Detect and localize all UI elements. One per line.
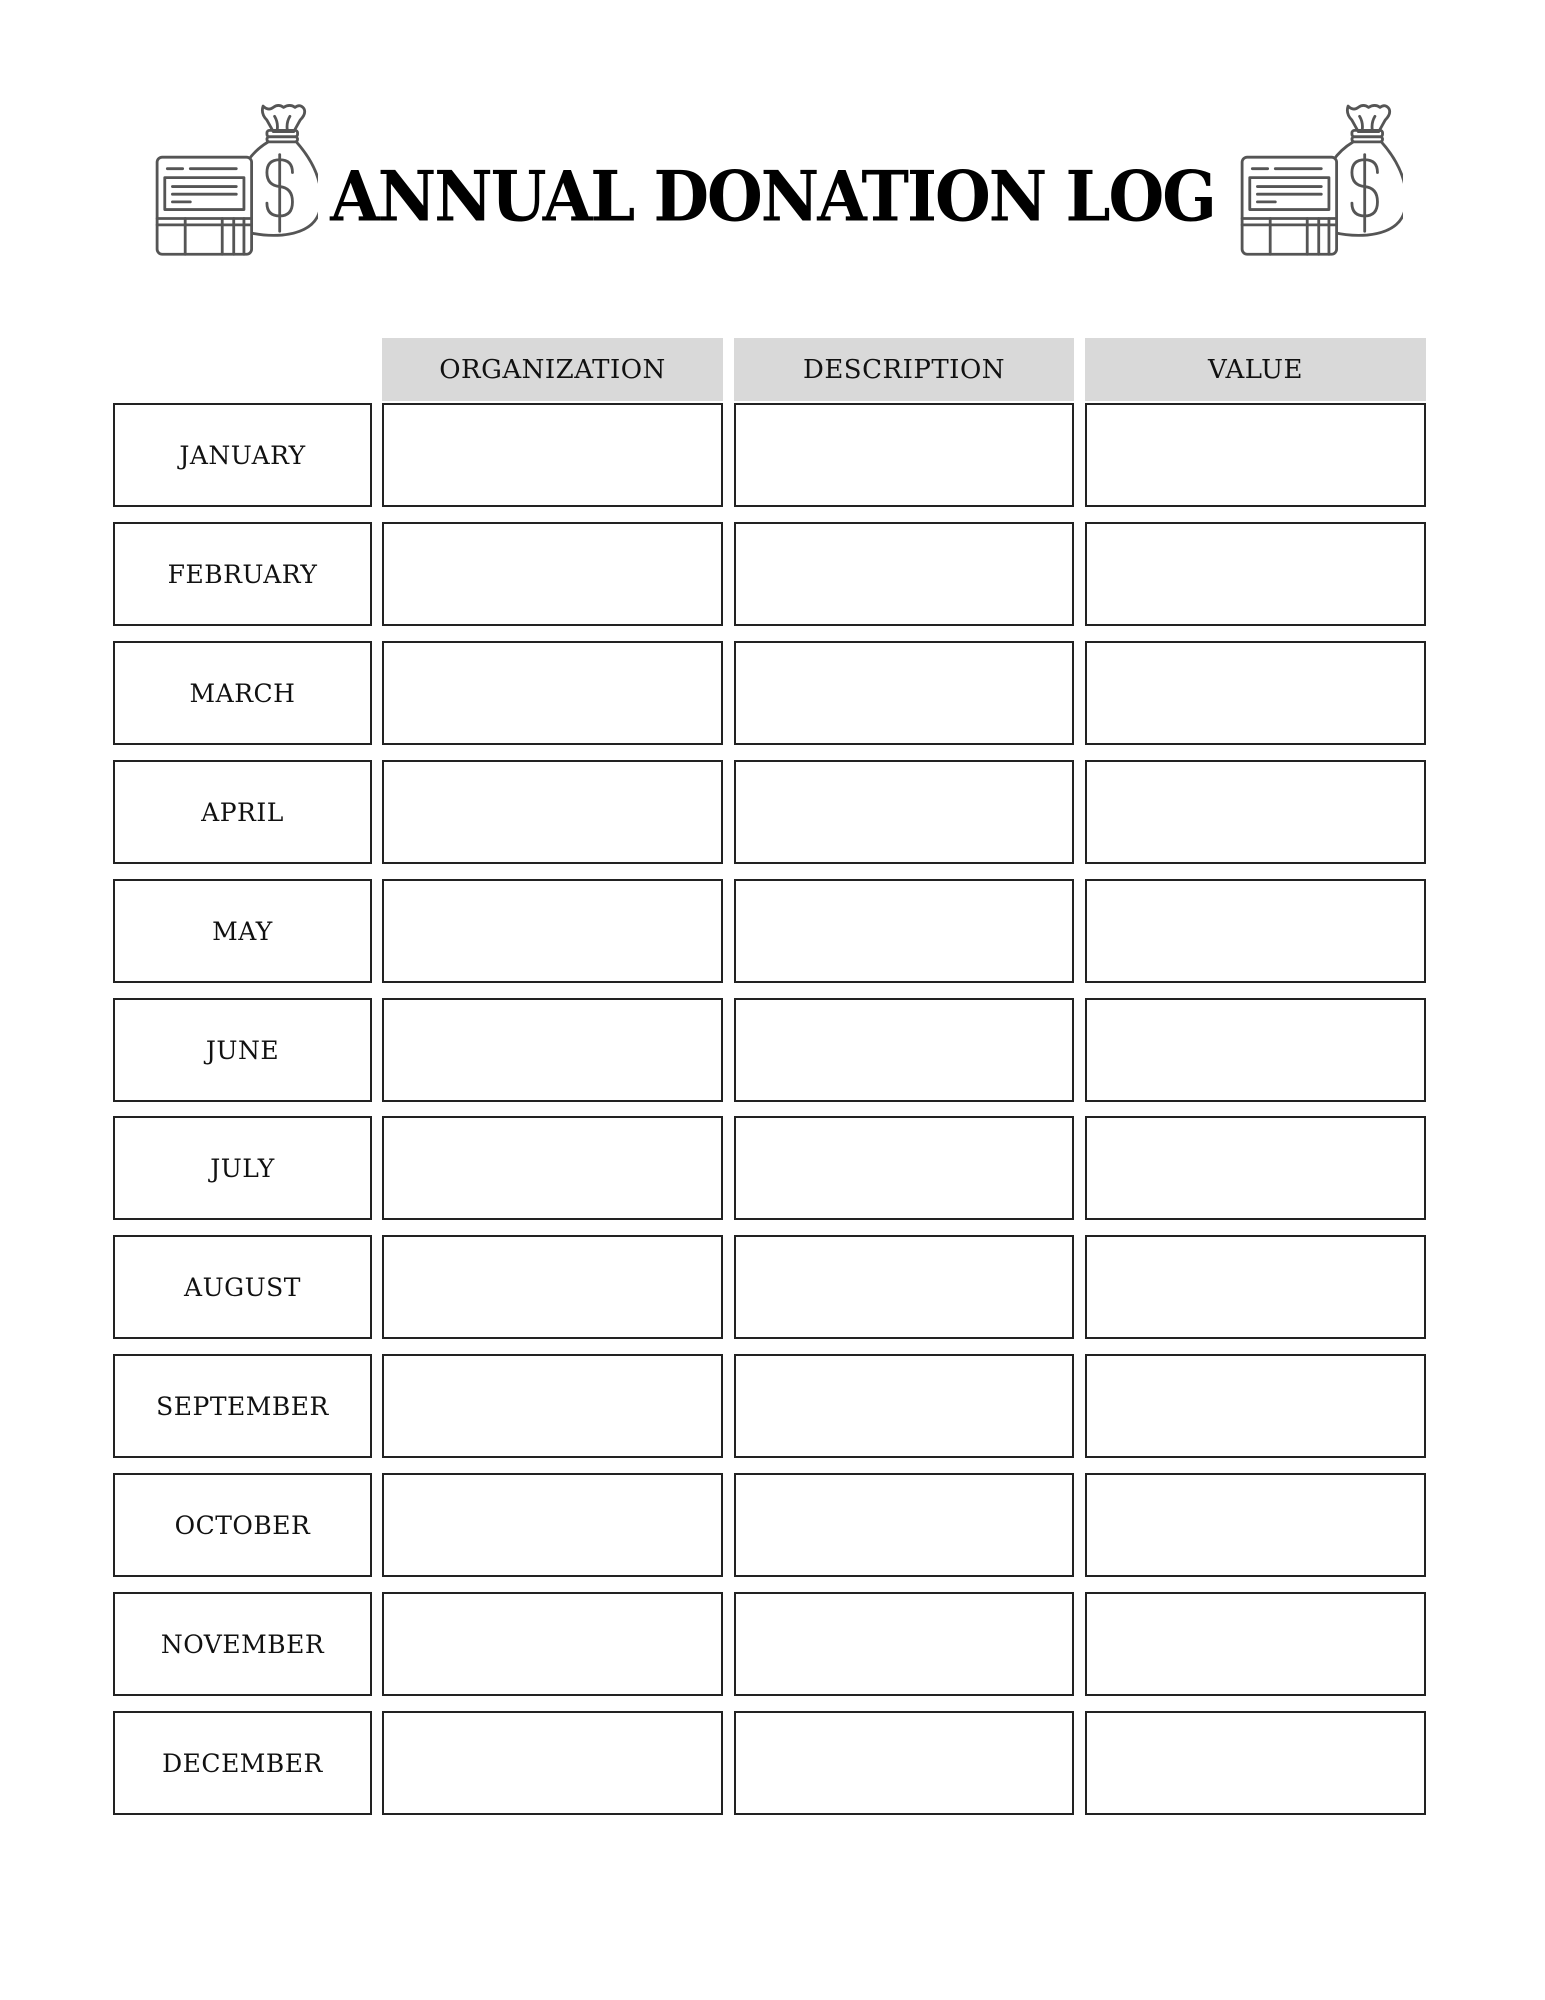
month-label-cell <box>113 1235 372 1339</box>
month-label-cell <box>113 760 372 864</box>
description-entry-cell[interactable] <box>734 1711 1074 1815</box>
month-label-cell <box>113 522 372 626</box>
month-label-cell <box>113 1473 372 1577</box>
organization-entry-cell[interactable] <box>382 1711 723 1815</box>
description-entry-cell[interactable] <box>734 1235 1074 1339</box>
page-title: ANNUAL DONATION LOG <box>330 157 1215 238</box>
description-entry-cell[interactable] <box>734 641 1074 745</box>
value-entry-cell[interactable] <box>1085 1711 1426 1815</box>
organization-entry-cell[interactable] <box>382 1235 723 1339</box>
month-label: APRIL <box>201 797 284 827</box>
organization-entry-cell[interactable] <box>382 1473 723 1577</box>
organization-entry-cell[interactable] <box>382 522 723 626</box>
description-entry-cell[interactable] <box>734 1592 1074 1696</box>
column-header-value: VALUE <box>1085 338 1426 401</box>
month-label: NOVEMBER <box>160 1629 325 1659</box>
month-label: SEPTEMBER <box>156 1391 329 1421</box>
column-header-organization: ORGANIZATION <box>382 338 723 401</box>
value-entry-cell[interactable] <box>1085 1235 1426 1339</box>
value-entry-cell[interactable] <box>1085 998 1426 1102</box>
month-label-cell <box>113 1592 372 1696</box>
value-entry-cell[interactable] <box>1085 1116 1426 1220</box>
description-entry-cell[interactable] <box>734 760 1074 864</box>
organization-entry-cell[interactable] <box>382 998 723 1102</box>
month-label: DECEMBER <box>162 1748 323 1778</box>
organization-entry-cell[interactable] <box>382 760 723 864</box>
value-entry-cell[interactable] <box>1085 1592 1426 1696</box>
organization-entry-cell[interactable] <box>382 403 723 507</box>
organization-entry-cell[interactable] <box>382 1354 723 1458</box>
value-entry-cell[interactable] <box>1085 1354 1426 1458</box>
month-label: MARCH <box>189 678 296 708</box>
month-label: JANUARY <box>179 440 306 470</box>
description-entry-cell[interactable] <box>734 1473 1074 1577</box>
value-entry-cell[interactable] <box>1085 879 1426 983</box>
month-label-cell <box>113 1116 372 1220</box>
organization-entry-cell[interactable] <box>382 641 723 745</box>
description-entry-cell[interactable] <box>734 1354 1074 1458</box>
column-header-description: DESCRIPTION <box>734 338 1074 401</box>
month-label: AUGUST <box>184 1272 301 1302</box>
description-entry-cell[interactable] <box>734 403 1074 507</box>
value-entry-cell[interactable] <box>1085 760 1426 864</box>
value-entry-cell[interactable] <box>1085 522 1426 626</box>
organization-entry-cell[interactable] <box>382 879 723 983</box>
organization-entry-cell[interactable] <box>382 1592 723 1696</box>
organization-entry-cell[interactable] <box>382 1116 723 1220</box>
receipt-money-bag-icon <box>1237 101 1403 267</box>
month-label: JUNE <box>205 1035 280 1065</box>
month-label-cell <box>113 1354 372 1458</box>
month-label: FEBRUARY <box>167 559 318 589</box>
month-label-cell <box>113 998 372 1102</box>
value-entry-cell[interactable] <box>1085 403 1426 507</box>
description-entry-cell[interactable] <box>734 879 1074 983</box>
receipt-money-bag-icon <box>152 101 318 267</box>
value-entry-cell[interactable] <box>1085 1473 1426 1577</box>
description-entry-cell[interactable] <box>734 998 1074 1102</box>
month-label: OCTOBER <box>174 1510 311 1540</box>
value-entry-cell[interactable] <box>1085 641 1426 745</box>
month-label: MAY <box>212 916 273 946</box>
description-entry-cell[interactable] <box>734 522 1074 626</box>
month-label-cell <box>113 879 372 983</box>
month-label-cell <box>113 1711 372 1815</box>
month-label-cell <box>113 641 372 745</box>
description-entry-cell[interactable] <box>734 1116 1074 1220</box>
month-label: JULY <box>210 1153 275 1183</box>
month-label-cell <box>113 403 372 507</box>
